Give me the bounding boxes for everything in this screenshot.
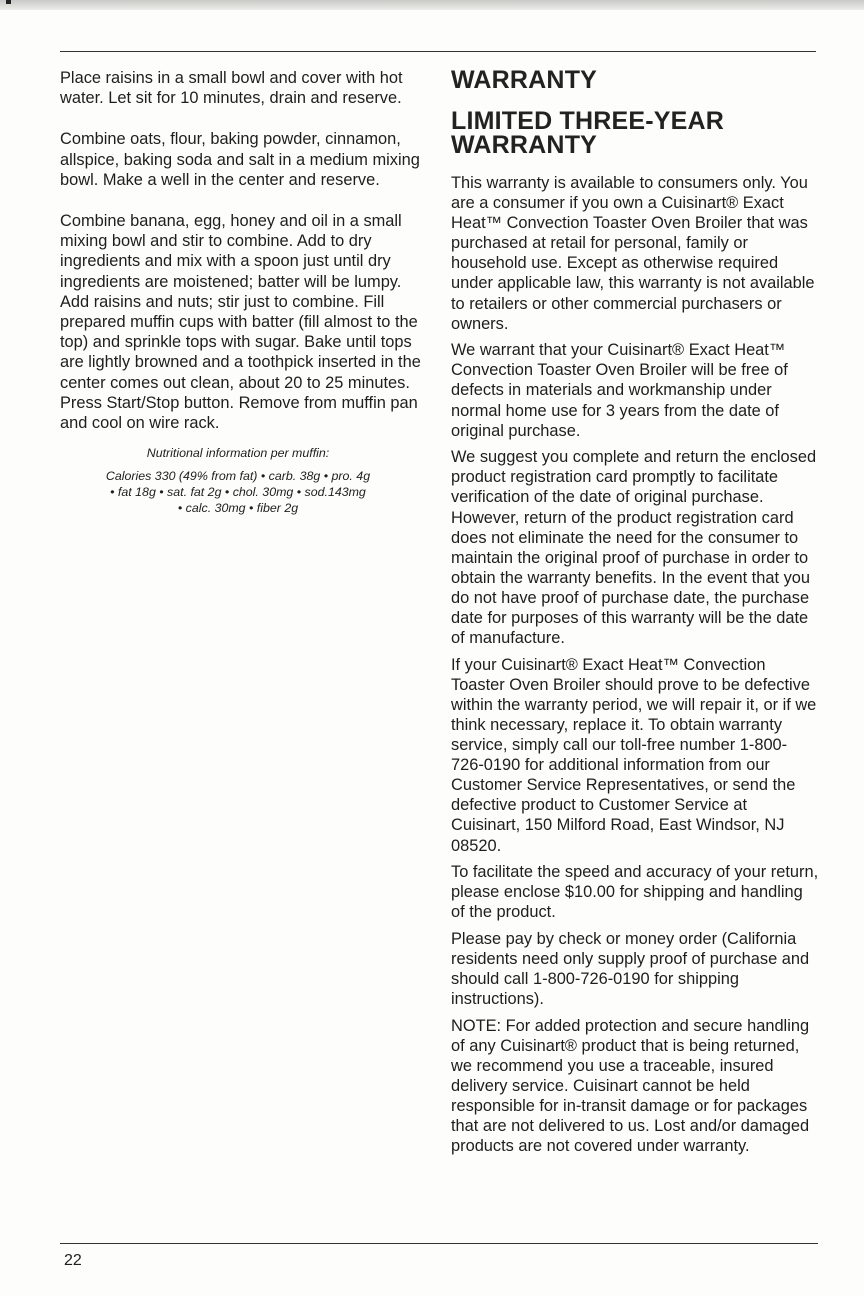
page-number: 22 xyxy=(64,1252,82,1269)
nutrition-line-1: Calories 330 (49% from fat) • carb. 38g • pro. 4g xyxy=(105,469,371,484)
warranty-paragraph-consumer: This warranty is available to consumers only. You are a consumer if you own a Cuisinart® Exact Heat™ Convection Toaster Oven Broiler that was purchased at retail for personal, family or household use. Except as otherwise required under applicable law, this warranty is not available to retailers or other commercial purchasers or owners. xyxy=(451,174,815,333)
bottom-rule xyxy=(60,1243,818,1244)
warranty-paragraph-registration: We suggest you complete and return the enclosed product registration card promptly to facilitate verification of the date of original purchase. However, return of the product registration card does not eliminate the need for the consumer to maintain the original proof of purchase in order to obtain the warranty benefits. In the event that you do not have proof of purchase date, the purchase date for purposes of this warranty will be the date of manufacture. xyxy=(451,448,817,648)
recipe-step-1: Place raisins in a small bowl and cover with hot water. Let sit for 10 minutes, drain and reserve. xyxy=(60,69,403,108)
warranty-paragraph-note: NOTE: For added protection and secure handling of any Cuisinart® product that is being returned, we recommend you use a traceable, insured delivery service. Cuisinart cannot be held responsible for in-transit damage or for packages that are not delivered to us. Lost and/or damaged products are not covered under warranty. xyxy=(451,1016,810,1156)
nutrition-info xyxy=(60,445,416,516)
nutrition-title: Nutritional information per muffin: xyxy=(146,446,330,461)
recipe-step-2: Combine oats, flour, baking powder, cinnamon, allspice, baking soda and salt in a medium mixing bowl. Make a well in the center and reserve. xyxy=(60,130,420,189)
scan-mark xyxy=(6,0,11,4)
recipe-step-3: Combine banana, egg, honey and oil in a small mixing bowl and stir to combine. Add to dry ingredients and mix with a spoon just until dry ingredients are moistened; batter will be lumpy. Add raisins and nuts; stir just to combine. Fill prepared muffin cups with batter (fill almost to the top) and sprinkle tops with sugar. Bake until tops are lightly browned and a toothpick inserted in the center comes out clean, about 20 to 25 minutes. Press Start/Stop button. Remove from muffin pan and cool on wire rack. xyxy=(60,212,421,433)
nutrition-line-2: • fat 18g • sat. fat 2g • chol. 30mg • sod.143mg xyxy=(110,485,366,500)
top-rule xyxy=(60,51,816,52)
warranty-paragraph-service: If your Cuisinart® Exact Heat™ Convection Toaster Oven Broiler should prove to be defective within the warranty period, we will repair it, or if we think necessary, replace it. To obtain warranty service, simply call our toll-free number 1-800-726-0190 for additional information from our Customer Service Representatives, or send the defective product to Customer Service at Cuisinart, 150 Milford Road, East Windsor, NJ 08520. xyxy=(451,655,817,855)
nutrition-line-3: • calc. 30mg • fiber 2g xyxy=(177,501,299,516)
warranty-paragraph-payment: Please pay by check or money order (California residents need only supply proof of purchase and should call 1-800-726-0190 for shipping instructions). xyxy=(451,929,810,1009)
warranty-paragraph-shipping: To facilitate the speed and accuracy of your return, please enclose $10.00 for shipping and handling of the product. xyxy=(451,863,819,922)
warranty-subheading: LIMITED THREE-YEAR WARRANTY xyxy=(451,107,725,159)
recipe-column xyxy=(60,68,430,516)
scan-edge xyxy=(0,0,864,10)
warranty-column xyxy=(451,66,819,1163)
warranty-paragraph-coverage: We warrant that your Cuisinart® Exact Heat™ Convection Toaster Oven Broiler will be free of defects in materials and workmanship under normal home use for 3 years from the date of original purchase. xyxy=(451,341,788,440)
warranty-heading: WARRANTY xyxy=(451,66,598,94)
